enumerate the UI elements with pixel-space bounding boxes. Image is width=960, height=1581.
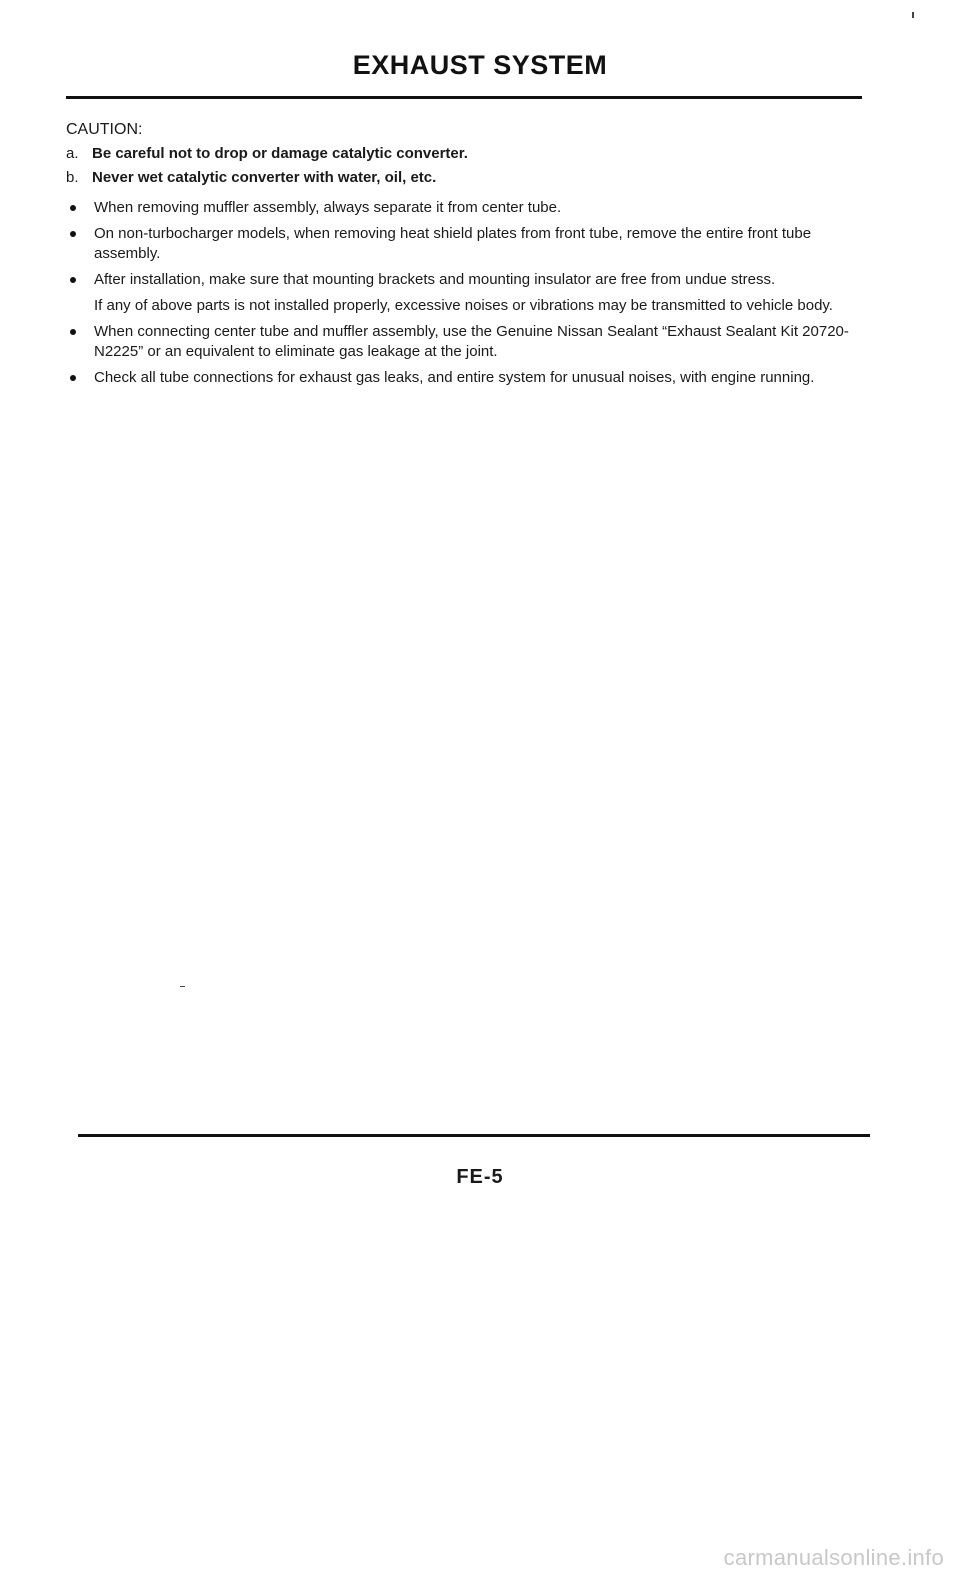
bullet-icon — [66, 368, 94, 388]
instruction-text: Check all tube connections for exhaust gas leaks, and entire system for unusual noises, with engine running. — [94, 369, 815, 386]
instruction-text: If any of above parts is not installed properly, excessive noises or vibrations may be transmitted to vehicle body. — [94, 297, 833, 314]
bullet-icon — [66, 198, 94, 218]
list-item — [66, 198, 866, 218]
caution-item — [66, 168, 866, 188]
list-item — [66, 322, 866, 362]
caution-text: Never wet catalytic converter with water, oil, etc. — [92, 169, 437, 186]
bullet-icon — [66, 322, 94, 362]
watermark: carmanualsonline.info — [723, 1545, 944, 1570]
instruction-text: When removing muffler assembly, always separate it from center tube. — [94, 199, 562, 216]
list-item — [66, 368, 866, 388]
list-item — [66, 270, 866, 316]
bullet-icon — [66, 224, 94, 264]
caution-text: Be careful not to drop or damage catalytic converter. — [92, 145, 468, 162]
instruction-text: After installation, make sure that mounting brackets and mounting insulator are free from undue stress. — [94, 271, 776, 288]
page-title: EXHAUST SYSTEM — [352, 50, 608, 81]
caution-marker: b. — [66, 169, 79, 186]
instruction-text: When connecting center tube and muffler assembly, use the Genuine Nissan Sealant “Exhaust Sealant Kit 20720-N2225” or an equivalent to eliminate gas leakage at the joint. — [94, 323, 849, 360]
footer-rule — [78, 1134, 870, 1137]
list-item — [66, 224, 866, 264]
bullet-icon — [66, 270, 94, 316]
instruction-list — [66, 198, 866, 388]
scan-speck — [912, 12, 914, 18]
scan-speck — [180, 986, 185, 987]
caution-marker: a. — [66, 145, 79, 162]
header-rule — [66, 96, 862, 99]
page-number: FE-5 — [456, 1166, 504, 1188]
document-body — [66, 120, 866, 394]
caution-label: CAUTION: — [66, 121, 143, 138]
caution-item — [66, 144, 866, 164]
instruction-text: On non-turbocharger models, when removing heat shield plates from front tube, remove the entire front tube assembly. — [94, 225, 812, 262]
